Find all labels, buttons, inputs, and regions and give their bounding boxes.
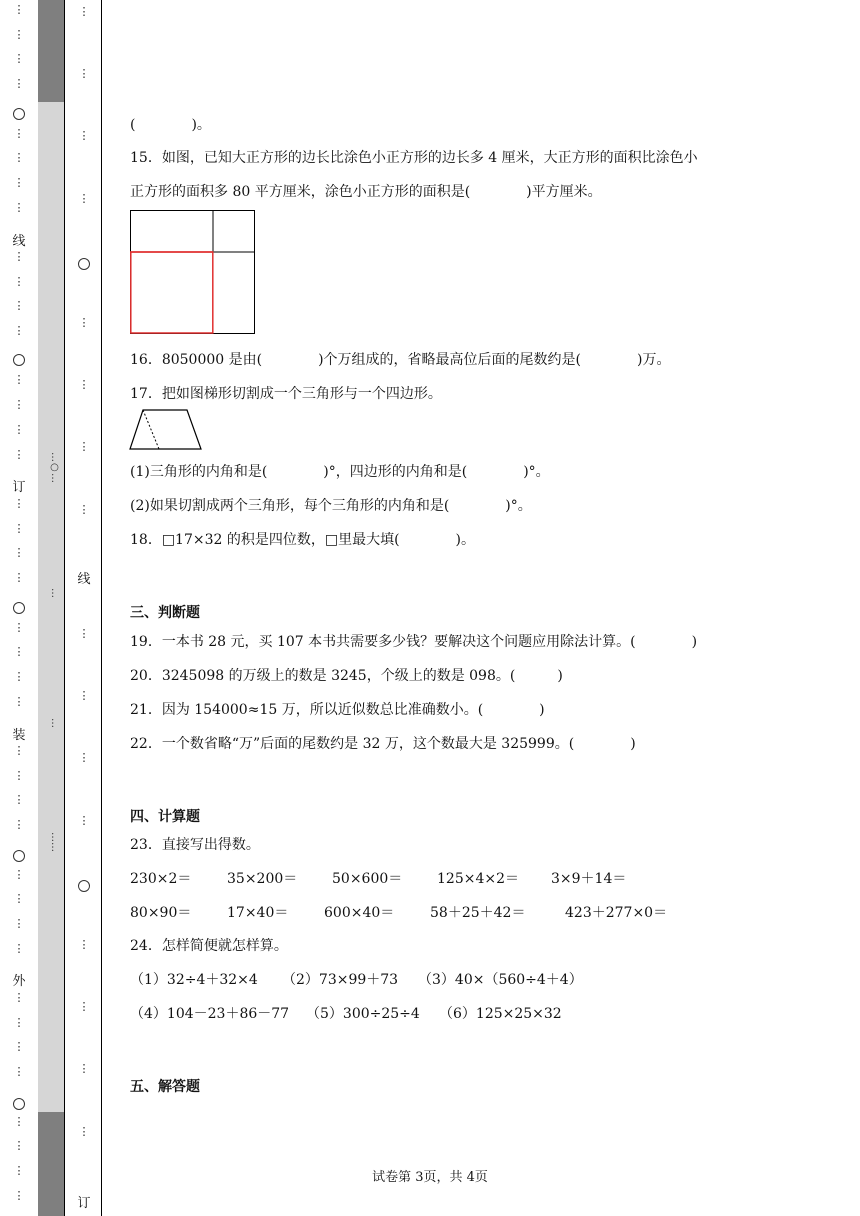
dot-mark: ⋮: [13, 991, 25, 1004]
dot-mark: ⋮: [78, 378, 90, 391]
circle-mark: [13, 850, 25, 862]
big-square: [131, 211, 255, 334]
q23-item: 17×40＝: [227, 905, 289, 921]
q23-item: 3×9＋14＝: [551, 871, 627, 887]
section-5-heading: 五、解答题: [130, 1079, 200, 1095]
dot-mark: ⋮: [78, 5, 90, 18]
gray-band-hint: …○…: [49, 452, 60, 483]
dot-mark: ⋮: [78, 1062, 90, 1075]
dot-mark: ⋮: [13, 942, 25, 955]
gray-band-bottom-block: [38, 1112, 64, 1216]
q17-trapezoid-figure: [129, 408, 203, 452]
dot-mark: ⋮: [13, 299, 25, 312]
q17-sub2: (2)如果切割成两个三角形，每个三角形的内角和是( )°。: [130, 498, 532, 514]
dot-mark: ⋮: [78, 129, 90, 142]
q24-item: （6）125×25×32: [439, 1006, 562, 1022]
dot-mark: ⋮: [13, 917, 25, 930]
q23-item: 58＋25＋42＝: [430, 905, 526, 921]
q22-text: 22．一个数省略“万”后面的尾数约是 32 万，这个数最大是 325999。( ): [130, 736, 636, 752]
q15-line1: 15．如图，已知大正方形的边长比涂色小正方形的边长多 4 厘米，大正方形的面积比涂色小: [130, 150, 698, 166]
dot-mark: ⋮: [13, 448, 25, 461]
q23-item: 125×4×2＝: [437, 871, 519, 887]
q17-stem: 17．把如图梯形切割成一个三角形与一个四边形。: [130, 386, 442, 402]
dot-mark: ⋮: [13, 522, 25, 535]
dot-mark: ⋮: [78, 440, 90, 453]
section-3-heading: 三、判断题: [130, 605, 200, 621]
q24-item: （4）104－23＋86－77: [130, 1006, 290, 1022]
dot-mark: ⋮: [13, 571, 25, 584]
circle-mark: [13, 602, 25, 614]
dot-mark: ⋮: [13, 1139, 25, 1152]
q24-item: （3）40×（560÷4＋4）: [418, 972, 583, 988]
dot-mark: ⋮: [13, 621, 25, 634]
dot-mark: ⋮: [13, 28, 25, 41]
q20-text: 20．3245098 的万级上的数是 3245，个级上的数是 098。( ): [130, 668, 563, 684]
dot-mark: ⋮: [13, 744, 25, 757]
dot-mark: ⋮: [13, 423, 25, 436]
binding-char: 线: [12, 234, 26, 249]
q24-item: （2）73×99＋73: [282, 972, 399, 988]
q21-text: 21．因为 154000≈15 万，所以近似数总比准确数小。( ): [130, 702, 545, 718]
dot-mark: ⋮: [13, 892, 25, 905]
binding-char: 装: [12, 728, 26, 743]
circle-mark: [13, 1098, 25, 1110]
q24-item: （1）32÷4＋32×4: [130, 972, 258, 988]
binding-char: 线: [77, 572, 91, 587]
dot-mark: ⋮: [13, 670, 25, 683]
dot-mark: ⋮: [13, 695, 25, 708]
binding-char: 外: [12, 974, 26, 989]
q14-answer-blank: ( )。: [130, 117, 211, 133]
binding-char: 订: [77, 1196, 91, 1211]
q15-line2: 正方形的面积多 80 平方厘米，涂色小正方形的面积是( )平方厘米。: [130, 184, 602, 200]
binding-char: 订: [12, 480, 26, 495]
q23-item: 423＋277×0＝: [565, 905, 668, 921]
q24-item: （5）300÷25÷4: [306, 1006, 420, 1022]
dot-mark: ⋮: [13, 77, 25, 90]
binding-gray-band: [38, 0, 65, 1216]
circle-mark: [13, 108, 25, 120]
q23-stem: 23．直接写出得数。: [130, 837, 260, 853]
q23-item: 50×600＝: [332, 871, 403, 887]
dot-mark: ⋮: [13, 793, 25, 806]
circle-mark: [78, 880, 90, 892]
dot-mark: ⋮: [78, 503, 90, 516]
dot-mark: ⋮: [13, 398, 25, 411]
dot-mark: ⋮: [13, 1040, 25, 1053]
gray-band-top-block: [38, 0, 64, 102]
dot-mark: ⋮: [78, 192, 90, 205]
q19-text: 19．一本书 28 元，买 107 本书共需要多少钱？要解决这个问题应用除法计算。( ): [130, 634, 698, 650]
q24-stem: 24．怎样简便就怎样算。: [130, 938, 288, 954]
gray-band-hint: …: [49, 588, 60, 598]
q23-item: 600×40＝: [324, 905, 395, 921]
dot-mark: ⋮: [13, 3, 25, 16]
dot-mark: ⋮: [13, 1016, 25, 1029]
dot-mark: ⋮: [13, 1189, 25, 1202]
dot-mark: ⋮: [13, 151, 25, 164]
dot-mark: ⋮: [13, 275, 25, 288]
dot-mark: ⋮: [13, 176, 25, 189]
dot-mark: ⋮: [13, 546, 25, 559]
section-4-heading: 四、计算题: [130, 809, 200, 825]
page-footer: 试卷第 3页，共 4页: [372, 1170, 488, 1185]
q17-sub1: (1)三角形的内角和是( )°，四边形的内角和是( )°。: [130, 464, 550, 480]
dot-mark: ⋮: [13, 1065, 25, 1078]
dot-mark: ⋮: [13, 868, 25, 881]
dot-mark: ⋮: [78, 1125, 90, 1138]
q23-item: 230×2＝: [130, 871, 192, 887]
dot-mark: ⋮: [13, 1164, 25, 1177]
dot-mark: ⋮: [78, 67, 90, 80]
dot-mark: ⋮: [13, 201, 25, 214]
dot-mark: ⋮: [78, 751, 90, 764]
dot-mark: ⋮: [13, 52, 25, 65]
dot-mark: ⋮: [13, 324, 25, 337]
q18-text: 18．□17×32 的积是四位数，□里最大填( )。: [130, 532, 476, 548]
dot-mark: ⋮: [13, 250, 25, 263]
q23-item: 35×200＝: [227, 871, 298, 887]
dot-mark: ⋮: [78, 1000, 90, 1013]
gray-band-hint: …: [49, 718, 60, 728]
dot-mark: ⋮: [13, 127, 25, 140]
dot-mark: ⋮: [13, 818, 25, 831]
binding-margin-inner: [65, 0, 102, 1216]
dot-mark: ⋮: [78, 938, 90, 951]
dot-mark: ⋮: [13, 645, 25, 658]
q23-item: 80×90＝: [130, 905, 192, 921]
dot-mark: ⋮: [78, 814, 90, 827]
circle-mark: [13, 354, 25, 366]
dot-mark: ⋮: [13, 769, 25, 782]
dot-mark: ⋮: [13, 373, 25, 386]
gray-band-hint: ……: [49, 832, 60, 852]
circle-mark: [78, 258, 90, 270]
dot-mark: ⋮: [78, 689, 90, 702]
dot-mark: ⋮: [78, 316, 90, 329]
shaded-small-square: [131, 252, 213, 333]
dot-mark: ⋮: [78, 627, 90, 640]
q16-text: 16．8050000 是由( )个万组成的，省略最高位后面的尾数约是( )万。: [130, 352, 671, 368]
dot-mark: ⋮: [13, 497, 25, 510]
q15-squares-figure: [130, 210, 256, 336]
dot-mark: ⋮: [13, 1115, 25, 1128]
